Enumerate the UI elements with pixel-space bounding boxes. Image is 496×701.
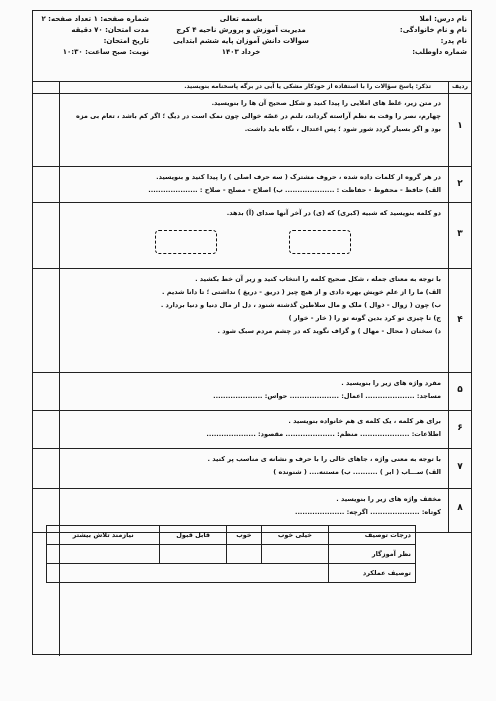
- question-5: [33, 373, 471, 411]
- question-body: [65, 453, 441, 479]
- table-cell[interactable]: [47, 564, 329, 583]
- row-number-header: ردیف: [452, 83, 468, 90]
- header-left-line: مدت امتحان: ۷۰ دقیقه: [71, 26, 149, 34]
- question-number: ۷: [457, 462, 463, 472]
- question-text: بود و اگر بسیار گردد شور شود ؛ پس اعتدال ، نگاه باید داشت.: [244, 125, 441, 133]
- header-title: [161, 14, 321, 58]
- table-row-label: توصیف عملکرد: [329, 564, 416, 583]
- table-header-cell: درجات توصیف: [329, 526, 416, 545]
- question-7: [33, 449, 471, 489]
- question-text: مفرد واژه های زیر را بنویسید .: [341, 379, 441, 387]
- question-text: الف) ســـاب ( ابر ) .......... ب) مستنه.... ( شنونده ): [273, 468, 441, 476]
- question-1: [33, 93, 471, 167]
- table-header-cell: خوب: [226, 526, 261, 545]
- question-text: کوتاه: .................... اگرچه: ....................: [294, 508, 441, 516]
- answer-box[interactable]: [155, 230, 217, 254]
- question-number: ۶: [457, 423, 463, 433]
- table-header-cell: خیلی خوب: [261, 526, 328, 545]
- question-body: [65, 377, 441, 403]
- header-mid-line: سوالات دانش آموزان پایه ششم ابتدایی: [173, 37, 309, 45]
- table-cell[interactable]: [160, 545, 227, 564]
- question-text: مساجد: .................... اعمال: .................... حواس: ....................: [213, 392, 441, 400]
- header-left-line: نوبت: صبح ساعت: ۱۰:۳۰: [62, 48, 149, 56]
- instructions-text: تذکر: پاسخ سؤالات را با استفاده از خودکار مشکی یا آبی در برگه پاسخنامه بنویسید.: [184, 83, 431, 90]
- question-number: ۴: [457, 315, 463, 325]
- answer-box[interactable]: [289, 230, 351, 254]
- question-number: ۵: [457, 385, 463, 395]
- question-text: مخفف واژه های زیر را بنویسید .: [336, 495, 441, 503]
- question-body: [65, 415, 441, 441]
- question-body: [65, 171, 441, 197]
- table-header-cell: نیازمند تلاش بیشتر: [47, 526, 160, 545]
- question-number: ۳: [457, 229, 463, 239]
- header-left-line: تاریخ امتحان:: [103, 37, 149, 45]
- question-text: الف) حافظ - محفوظ - حفاظت : .................... ب) اصلاح - مصلح - صلاح : ....................: [148, 186, 441, 194]
- question-2: [33, 167, 471, 203]
- exam-header: [33, 11, 471, 82]
- header-right-line: نام درس: املا: [419, 15, 467, 23]
- header-mid-line: مدیریت آموزش و پرورش ناحیه ۴ کرج: [176, 26, 306, 34]
- question-text: اطلاعات: .................... منظم: .................... مقصود: ....................: [206, 430, 441, 438]
- header-mid-line: باسمه تعالی: [219, 15, 263, 23]
- question-number: ۱: [457, 121, 463, 131]
- question-text: چهارم، نصر را وقت به نظم آراسته گرداند، تلنم در غصّه خوالی چون نمک است در دیگ ؛ اگر کم باشد ، تعام بی مزه: [76, 112, 441, 120]
- header-right-line: نام پدر:: [440, 37, 467, 45]
- question-text: در متن زیر، غلط های املایی را پیدا کنید و شکل صحیح آن ها را بنویسید.: [211, 99, 441, 107]
- question-text: با توجه به معنای جمله ، شکل صحیح کلمه را انتخاب کنید و زیر آن خط بکشید .: [195, 275, 441, 283]
- question-text: ب) چون ( زوال - ذوال ) ملک و مال سلاطین گذشته شنود ، دل از مال دنیا و دنیا بردارد .: [160, 301, 441, 309]
- table-header-cell: قابل قبول: [160, 526, 227, 545]
- header-right-line: شماره داوطلب:: [412, 48, 467, 56]
- header-exam-info: [39, 14, 149, 58]
- table-row: [47, 526, 416, 545]
- table-row: [47, 545, 416, 564]
- question-4: [33, 269, 471, 373]
- table-cell[interactable]: [226, 545, 261, 564]
- question-number: ۸: [457, 503, 463, 513]
- question-text: الف) ما را از علم خویش بهره دادی و از هیچ چیز ( دریق - دریغ ) نداشتی ؛ تا دانا شدیم .: [162, 288, 441, 296]
- question-number: ۲: [457, 179, 463, 189]
- question-text: دو کلمه بنویسید که شبیه (کبری) که (ی) در آخر آنها صدای (آ) بدهد.: [226, 209, 441, 217]
- question-body: [65, 97, 441, 136]
- question-6: [33, 411, 471, 449]
- question-body: [65, 207, 441, 259]
- question-text: د) سخنان ( محال - مهال ) و گزاف نگوید که در چشم مردم سبک شود .: [217, 327, 441, 335]
- question-text: ج) تا چیزی تو کرد بدین گونه تو را ( خار - خوار ): [288, 314, 441, 322]
- question-text: برای هر کلمه ، یک کلمه ی هم خانواده بنویسید .: [288, 417, 441, 425]
- question-3: [33, 203, 471, 269]
- header-student-info: [327, 14, 467, 58]
- header-right-line: نام و نام خانوادگی:: [399, 26, 467, 34]
- question-body: [65, 493, 441, 519]
- header-left-line: شماره صفحه: ۱ تعداد صفحه: ۲: [41, 15, 149, 23]
- table-row: [47, 564, 416, 583]
- evaluation-table: [46, 525, 416, 583]
- question-text: با توجه به معنی واژه ، جاهای خالی را با حرف و نشانه ی مناسب پر کنید .: [207, 455, 441, 463]
- table-cell[interactable]: [47, 545, 160, 564]
- table-row-label: نظر آموزگار: [329, 545, 416, 564]
- header-mid-line: خرداد ۱۴۰۳: [221, 48, 261, 56]
- question-text: در هر گروه از کلمات داده شده ، حروف مشترک ( سه حرف اصلی ) را پیدا کنید و بنویسید.: [156, 173, 441, 181]
- table-cell[interactable]: [261, 545, 328, 564]
- question-body: [65, 273, 441, 338]
